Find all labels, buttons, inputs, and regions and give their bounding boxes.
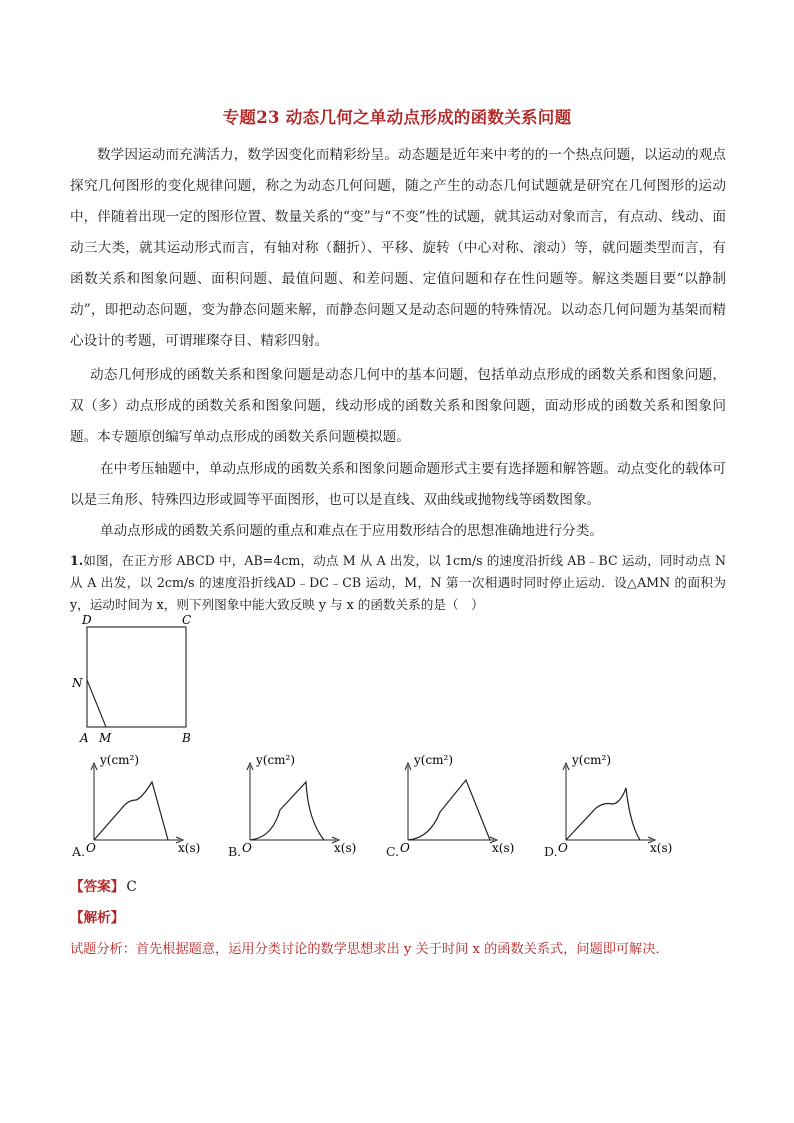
intro-paragraph-2: 动态几何形成的函数关系和图象问题是动态几何中的基本问题，包括单动点形成的函数关系和图象问题，双（多）动点形成的函数关系和图象问题，线动形成的函数关系和图象问题，面动形成的函数关系和图象问题。本专题原创编写单动点形成的函数关系问题模拟题。 (70, 367, 726, 445)
answer-value: C (126, 879, 137, 895)
label-a: A (80, 731, 89, 745)
question-number: 1. (70, 553, 84, 568)
answer-line (70, 875, 137, 895)
option-b (228, 748, 368, 862)
option-c (386, 748, 526, 862)
option-label: D. (544, 844, 558, 859)
y-axis-label: y(cm²) (100, 753, 140, 767)
option-b-graph (228, 748, 368, 858)
segment-nm (87, 680, 106, 727)
intro-paragraph-4: 单动点形成的函数关系问题的重点和难点在于应用数形结合的思想准确地进行分类。 (100, 523, 603, 539)
x-axis-label: x(s) (650, 841, 673, 855)
origin-label: O (242, 841, 252, 855)
x-axis-label: x(s) (178, 841, 201, 855)
x-axis-label: x(s) (492, 841, 515, 855)
intro-paragraph-1: 数学因运动而充满活力，数学因变化而精彩纷呈。动态题是近年来中考的的一个热点问题，以运动的观点探究几何图形的变化规律问题，称之为动态几何问题，随之产生的动态几何试题就是研究在几何图形的运动中，伴随着出现一定的图形位置、数量关系的“变”与“不变”性的试题，就其运动对象而言，有点动、线动、面动三大类，就其运动形式而言，有轴对称（翻折）、平移、旋转（中心对称、滚动）等，就问题类型而言，有函数关系和图象问题、面积问题、最值问题、和差问题、定值问题和存在性问题等。解这类题目要“以静制动”，即把动态问题，变为静态问题来解，而静态问题又是动态问题的特殊情况。以动态几何问题为基架而精心设计的考题，可谓璀璨夺目、精彩四射。 (70, 147, 726, 349)
square-abcd (87, 627, 186, 727)
label-c: C (182, 613, 192, 627)
option-a-graph (72, 748, 212, 858)
option-label: A. (72, 844, 86, 859)
option-a (72, 748, 212, 862)
question-text: 如图，在正方形 ABCD 中，AB=4cm，动点 M 从 A 出发，以 1cm/s 的速度沿折线 AB﹣BC 运动，同时动点 N 从 A 出发，以 2cm/s 的速度沿折线AD﹣DC﹣CB 运动，M，N 第一次相遇时同时停止运动．设△AMN 的面积为 y，运动时间为 x，则下列图象中能大致反映 y 与 x 的函数关系的是（ ） (70, 553, 726, 612)
origin-label: O (558, 841, 568, 855)
option-label: C. (386, 844, 400, 859)
option-d-graph (544, 748, 684, 858)
y-axis-label: y(cm²) (256, 753, 296, 767)
label-b: B (182, 731, 191, 745)
analysis-label: 【解析】 (70, 910, 125, 926)
x-axis-label: x(s) (334, 841, 357, 855)
question-1 (70, 550, 726, 616)
label-n: N (72, 676, 83, 690)
origin-label: O (400, 841, 410, 855)
y-axis-label: y(cm²) (414, 753, 454, 767)
y-axis-label: y(cm²) (572, 753, 612, 767)
square-figure (72, 612, 212, 748)
label-m: M (99, 731, 112, 745)
origin-label: O (86, 841, 96, 855)
intro-paragraph-3: 在中考压轴题中，单动点形成的函数关系和图象问题命题形式主要有选择题和解答题。动点变化的载体可以是三角形、特殊四边形或圆等平面图形，也可以是直线、双曲线或抛物线等函数图象。 (70, 461, 726, 508)
option-d (544, 748, 684, 862)
option-c-graph (386, 748, 526, 858)
label-d: D (82, 613, 92, 627)
option-label: B. (228, 844, 242, 859)
analysis-text: 试题分析：首先根据题意，运用分类讨论的数学思想求出 y 关于时间 x 的函数关系式，问题即可解决． (70, 942, 669, 957)
answer-label: 【答案】 (70, 879, 125, 895)
page-title: 专题23 动态几何之单动点形成的函数关系问题 (222, 108, 572, 127)
